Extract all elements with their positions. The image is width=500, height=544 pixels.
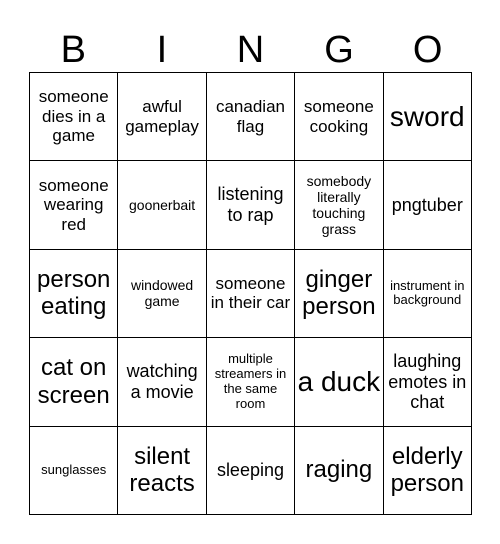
bingo-cell[interactable]: awful gameplay — [118, 73, 206, 161]
bingo-cell[interactable]: instrument in background — [383, 249, 471, 337]
bingo-cell[interactable]: somebody literally touching grass — [295, 161, 383, 249]
bingo-cell[interactable]: laughing emotes in chat — [383, 338, 471, 426]
bingo-cell[interactable]: watching a movie — [118, 338, 206, 426]
bingo-cell[interactable]: sleeping — [206, 426, 294, 514]
bingo-cell[interactable]: elderly person — [383, 426, 471, 514]
board-row — [30, 161, 472, 249]
board-row — [30, 73, 472, 161]
bingo-cell[interactable]: cat on screen — [30, 338, 118, 426]
bingo-cell[interactable]: canadian flag — [206, 73, 294, 161]
bingo-cell[interactable]: someone wearing red — [30, 161, 118, 249]
bingo-cell[interactable]: a duck — [295, 338, 383, 426]
header-letter-i: I — [156, 29, 168, 71]
board-row — [30, 338, 472, 426]
bingo-cell[interactable]: multiple streamers in the same room — [206, 338, 294, 426]
header-letter-b: B — [60, 29, 86, 71]
bingo-cell[interactable]: windowed game — [118, 249, 206, 337]
header-letter-g: G — [324, 29, 354, 71]
bingo-cell[interactable]: silent reacts — [118, 426, 206, 514]
board-row — [30, 249, 472, 337]
header-letter-o: O — [412, 29, 443, 71]
bingo-cell[interactable]: someone in their car — [206, 249, 294, 337]
bingo-header — [29, 26, 472, 74]
bingo-cell[interactable]: someone cooking — [295, 73, 383, 161]
bingo-board — [29, 72, 472, 515]
bingo-cell[interactable]: sunglasses — [30, 426, 118, 514]
header-letter-n: N — [236, 29, 265, 71]
bingo-cell[interactable]: raging — [295, 426, 383, 514]
bingo-cell[interactable]: goonerbait — [118, 161, 206, 249]
bingo-cell[interactable]: someone dies in a game — [30, 73, 118, 161]
bingo-cell[interactable]: sword — [383, 73, 471, 161]
bingo-cell[interactable]: ginger person — [295, 249, 383, 337]
bingo-cell[interactable]: person eating — [30, 249, 118, 337]
board-row — [30, 426, 472, 514]
bingo-cell[interactable]: pngtuber — [383, 161, 471, 249]
bingo-cell[interactable]: listening to rap — [206, 161, 294, 249]
